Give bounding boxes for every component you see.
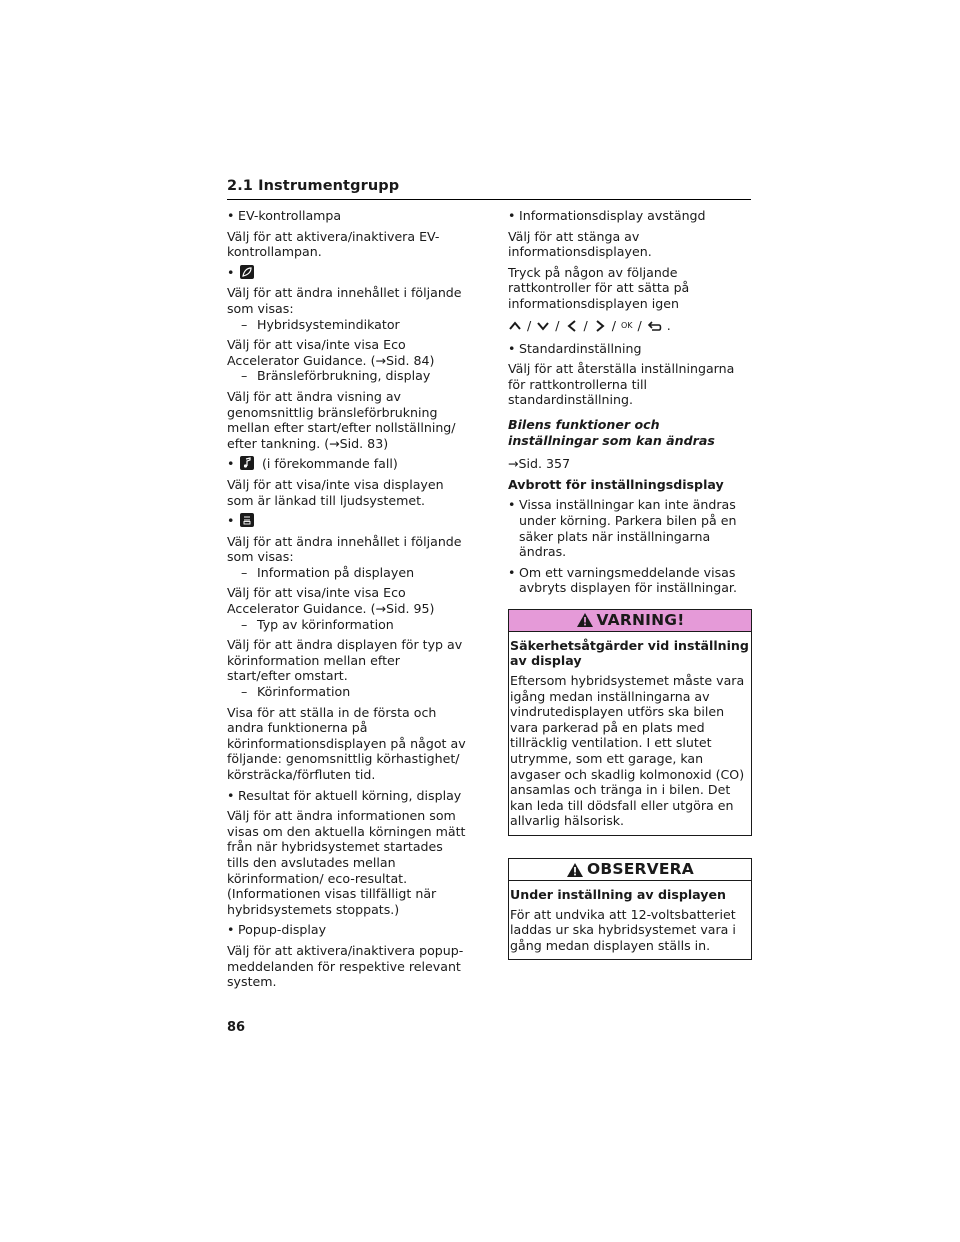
left-column <box>227 208 467 995</box>
abort-heading: Avbrott för inställningsdisplay <box>508 476 724 492</box>
chevron-down-icon <box>536 319 550 333</box>
changeable-ref: →Sid. 357 <box>508 456 571 472</box>
section-header <box>227 178 751 200</box>
audio-title: (i förekommande fall) <box>262 456 398 472</box>
abort-bullet-1: • Vissa inställningar kan inte ändras under körning. Parkera bilen på en säker plats när inställningarna ändras. <box>508 497 752 559</box>
icon1-text: Välj för att ändra innehållet i följande som visas: <box>227 285 462 316</box>
off-text: Välj för att stänga av informationsdisplayen. <box>508 228 652 260</box>
drive-info-text: Visa för att ställa in de första och andra funktionerna på körinformationsdisplayen på något av följande: genomsnittlig körhastighet/ körsträcka/förfluten tid. <box>227 704 466 782</box>
eco-text-1-body: Välj för att visa/inte visa Eco Accelerator Guidance. (→Sid. 84) <box>227 337 435 368</box>
changeable-heading: Bilens funktioner och inställningar som kan ändras <box>508 416 715 448</box>
notice-body <box>509 881 751 959</box>
section-title: 2.1 Instrumentgrupp <box>227 178 400 194</box>
drive-info-icon <box>240 513 254 527</box>
chevron-left-icon <box>565 319 579 333</box>
drive-info-item <box>227 513 467 529</box>
hybrid-leaf-icon <box>240 265 254 279</box>
ok-icon: OK <box>621 320 633 330</box>
warning-triangle-icon <box>576 612 594 628</box>
sub-info: – Information på displayen <box>241 565 467 581</box>
result-title: • Resultat för aktuell körning, display <box>227 788 467 804</box>
sub-drive-type: – Typ av körinformation <box>241 617 467 633</box>
audio-text: Välj för att visa/inte visa displayen som är länkad till ljudsystemet. <box>227 476 444 508</box>
warning-text: Eftersom hybridsystemet måste vara igång medan inställningarna av vindrutedisplayen utförs ska bilen vara parkerad på en plats med tillräcklig ventilation. I ett slutet utrymme, som ett garage, kan avgaser och skadlig kolmonoxid (CO) ansamlas och tränga in i bilen. Det kan leda till dödsfall eller utgöra en allvarlig hälsorisk. <box>510 673 745 829</box>
warning-body <box>509 632 751 835</box>
ev-text: Välj för att aktivera/inaktivera EV-kontrollampan. <box>227 228 440 260</box>
drive-type-text: Välj för att ändra displayen för typ av körinformation mellan efter start/efter omstart. <box>227 637 463 684</box>
ev-title: • EV-kontrollampa <box>227 208 467 224</box>
sub-fuel: – Bränsleförbrukning, display <box>241 368 467 384</box>
std-text: Välj för att återställa inställningarna för rattkontrollerna till standardinställning. <box>508 361 735 408</box>
result-text: Välj för att ändra informationen som visas om den aktuella körningen mätt från när hybridsystemet startades tills den avslutades mellan körinformation/ eco-resultat. (Informationen visas tillfälligt när hybridsystemets stoppats.) <box>227 808 466 917</box>
warning-triangle-icon <box>566 862 584 878</box>
sub-hybrid: – Hybridsystemindikator <box>241 317 467 333</box>
steering-controls-row: / / / / OK / . <box>508 317 752 335</box>
notice-box <box>508 858 752 960</box>
hybrid-setting-item <box>227 265 467 281</box>
warning-heading: Säkerhetsåtgärder vid inställning av display <box>510 637 749 669</box>
drive-type-block <box>227 637 467 699</box>
fuel-text: Välj för att ändra visning av genomsnittlig bränsleförbrukning mellan efter start/efter nollställning/ efter tankning. (→Sid. 83) <box>227 388 456 451</box>
chevron-up-icon <box>508 319 522 333</box>
abort-bullet-2: • Om ett varningsmeddelande visas avbryts displayen för inställningar. <box>508 565 752 596</box>
icon3-block <box>227 534 467 581</box>
music-note-icon <box>240 456 254 470</box>
notice-header <box>509 859 751 881</box>
back-icon <box>647 319 663 333</box>
notice-heading: Under inställning av displayen <box>510 887 726 902</box>
eco-text-1 <box>227 337 467 384</box>
chevron-right-icon <box>593 319 607 333</box>
warning-box <box>508 609 752 836</box>
off-title: • Informationsdisplay avstängd <box>508 208 752 224</box>
audio-item <box>227 456 467 472</box>
eco-text-2 <box>227 585 467 632</box>
eco-text-2-body: Välj för att visa/inte visa Eco Accelerator Guidance. (→Sid. 95) <box>227 585 435 617</box>
warning-label: VARNING! <box>596 610 685 629</box>
sub-drive-info: – Körinformation <box>241 684 467 700</box>
std-title: • Standardinställning <box>508 341 752 357</box>
notice-text: För att undvika att 12-voltsbatteriet laddas ur ska hybridsystemet vara i gång medan displayen ställs in. <box>510 906 736 953</box>
hybrid-setting-text <box>227 285 467 332</box>
icon3-text: Välj för att ändra innehållet i följande som visas: <box>227 533 462 565</box>
press-text: Tryck på någon av följande rattkontroller för att sätta på informationsdisplayen igen <box>508 264 690 311</box>
page-number: 86 <box>227 1020 246 1035</box>
notice-label: OBSERVERA <box>587 859 694 878</box>
popup-text: Välj för att aktivera/inaktivera popup-meddelanden för respektive relevant system. <box>227 942 464 990</box>
warning-header <box>509 610 751 632</box>
popup-title: • Popup-display <box>227 922 467 938</box>
right-column <box>508 208 752 960</box>
